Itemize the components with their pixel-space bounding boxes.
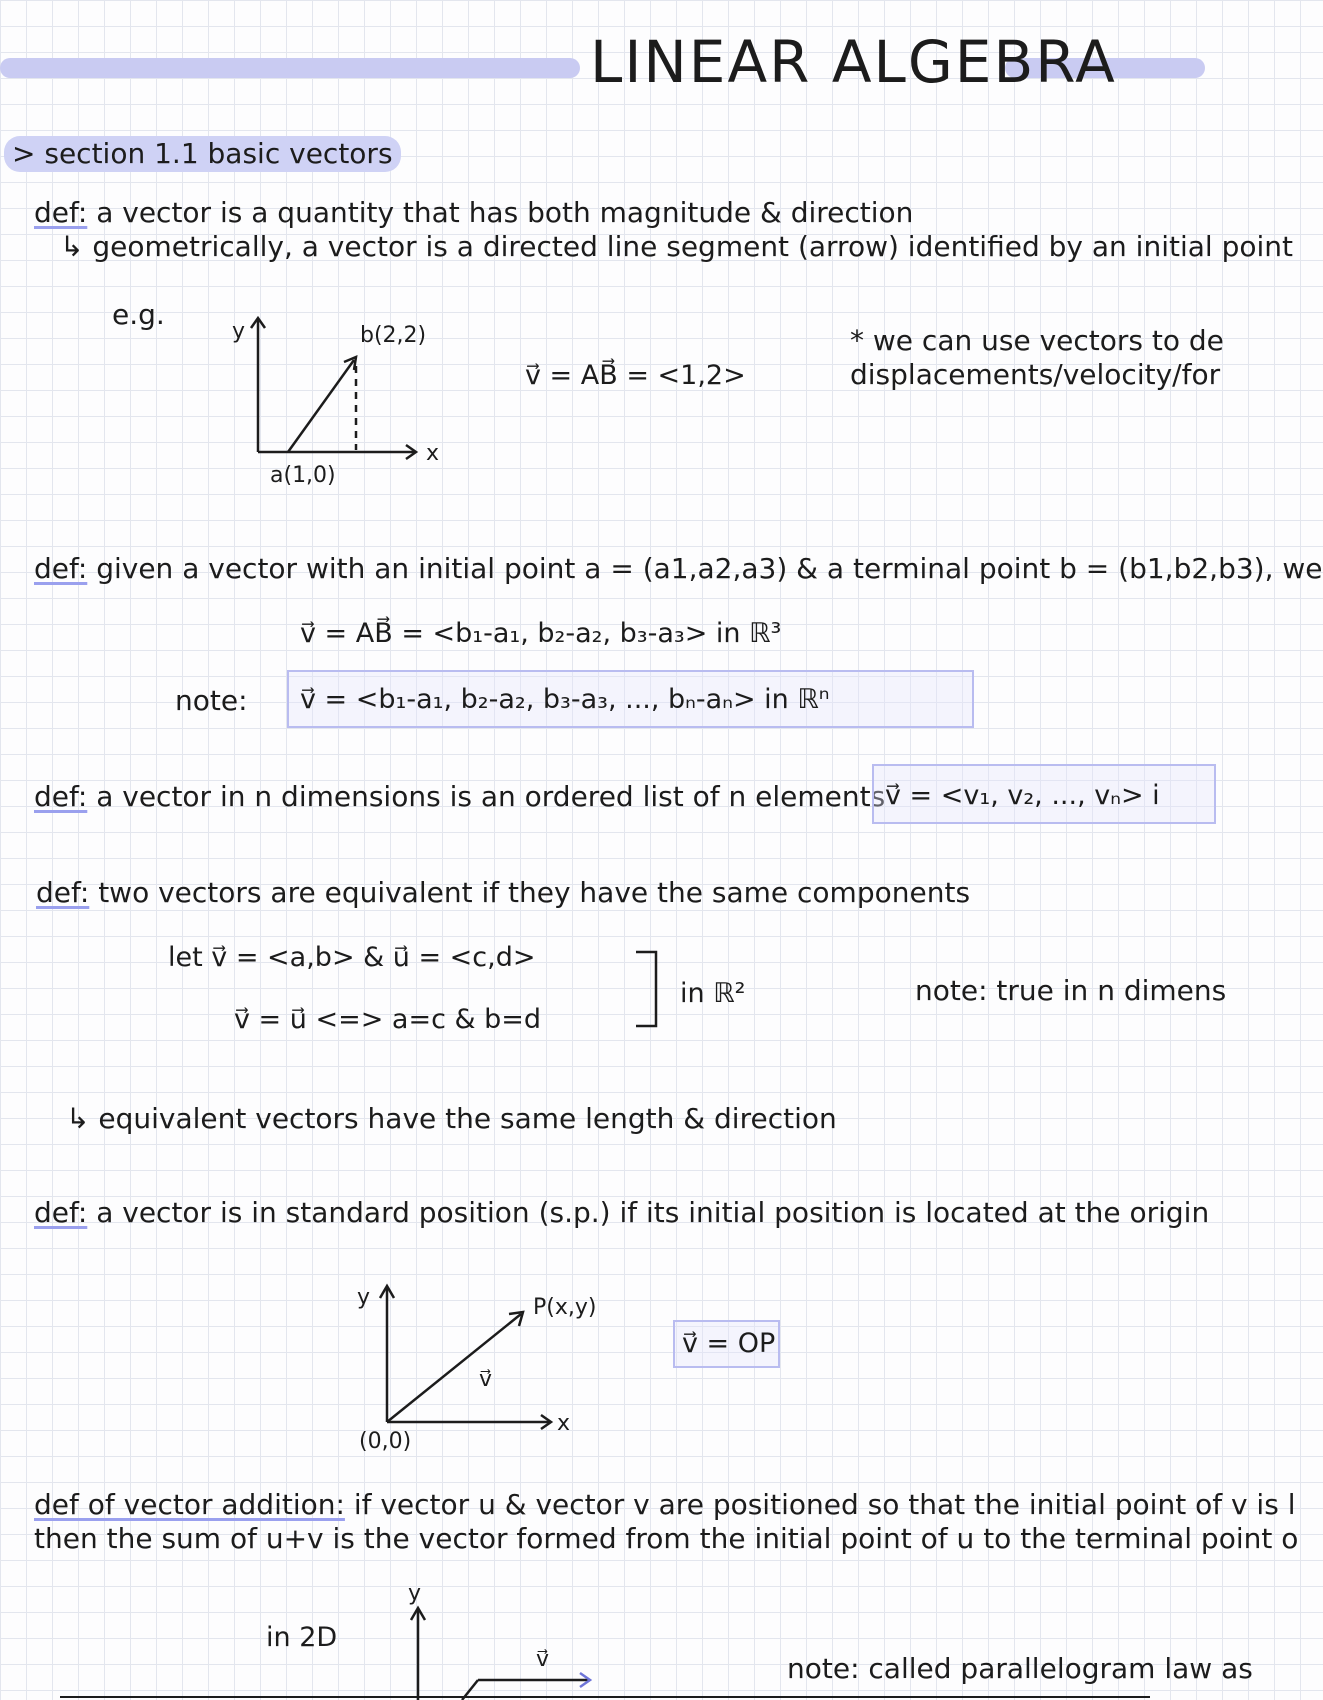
bottom-rule bbox=[60, 1696, 1150, 1698]
def1-prefix: def: bbox=[34, 196, 88, 229]
def3-prefix: def: bbox=[34, 780, 88, 813]
def4-prefix: def: bbox=[36, 876, 90, 909]
example1-note-line1: * we can use vectors to de bbox=[850, 324, 1224, 357]
example1-note-line2: displacements/velocity/for bbox=[850, 358, 1221, 391]
example-label: e.g. bbox=[112, 298, 165, 331]
def3-formula: v⃗ = <v₁, v₂, ..., vₙ> i bbox=[885, 780, 1160, 811]
title-highlight-left bbox=[0, 58, 580, 78]
def4-line bbox=[36, 876, 970, 909]
point-p-label: P(x,y) bbox=[533, 1295, 597, 1320]
def1-subnote: ↳ geometrically, a vector is a directed line segment (arrow) identified by an initial point bbox=[60, 230, 1293, 263]
sp-vector-label: v⃗ bbox=[479, 1367, 493, 1392]
def2-note-formula: v⃗ = <b₁-a₁, b₂-a₂, b₃-a₃, ..., bₙ-aₙ> in ℝⁿ bbox=[300, 684, 830, 715]
vector-addition-diagram bbox=[400, 1580, 630, 1700]
va-y-label: y bbox=[408, 1581, 422, 1606]
def4-note: note: true in n dimens bbox=[915, 974, 1227, 1007]
point-a-label: a(1,0) bbox=[270, 463, 336, 488]
page-title: LINEAR ALGEBRA bbox=[590, 28, 1117, 96]
def6-line2: then the sum of u+v is the vector formed from the initial point of u to the terminal point o bbox=[34, 1522, 1299, 1555]
example1-diagram bbox=[220, 310, 480, 500]
def6-text: if vector u & vector v are positioned so that the initial point of v is l bbox=[344, 1488, 1296, 1521]
def6-prefix: def of vector addition: bbox=[34, 1488, 345, 1521]
def3-text: a vector in n dimensions is an ordered list of n elements bbox=[87, 780, 886, 813]
def5-formula: v⃗ = OP bbox=[682, 1328, 776, 1359]
def6-line bbox=[34, 1488, 1295, 1521]
def6-note: note: called parallelogram law as bbox=[787, 1652, 1253, 1685]
point-b-label: b(2,2) bbox=[360, 323, 427, 348]
standard-position-diagram bbox=[355, 1280, 655, 1460]
def2-formula: v⃗ = AB⃗ = <b₁-a₁, b₂-a₂, b₃-a₃> in ℝ³ bbox=[300, 618, 782, 649]
def2-prefix: def: bbox=[34, 552, 88, 585]
def5-line bbox=[34, 1196, 1209, 1229]
def4-bracket bbox=[634, 950, 664, 1030]
def3-line bbox=[34, 780, 885, 813]
example1-y-label: y bbox=[232, 319, 246, 344]
def6-in2d: in 2D bbox=[266, 1622, 338, 1653]
def2-line bbox=[34, 552, 1323, 585]
def2-text: given a vector with an initial point a = (a1,a2,a3) & a terminal point b = (b1,b2,b3), we bbox=[87, 552, 1323, 585]
example1-formula: v⃗ = AB⃗ = <1,2> bbox=[525, 360, 746, 391]
def2-note-label: note: bbox=[175, 684, 248, 717]
sp-x-label: x bbox=[557, 1411, 571, 1436]
section-heading: > section 1.1 basic vectors bbox=[4, 136, 401, 172]
origin-label: (0,0) bbox=[359, 1429, 412, 1454]
sp-y-label: y bbox=[357, 1285, 371, 1310]
def1-text: a vector is a quantity that has both magnitude & direction bbox=[87, 196, 914, 229]
def4-line2: v⃗ = u⃗ <=> a=c & b=d bbox=[234, 1004, 542, 1035]
def5-text: a vector is in standard position (s.p.) if its initial position is located at the origin bbox=[87, 1196, 1210, 1229]
def4-line1: let v⃗ = <a,b> & u⃗ = <c,d> bbox=[168, 942, 536, 973]
example1-x-label: x bbox=[426, 441, 440, 466]
va-vector-label: v⃗ bbox=[536, 1647, 550, 1672]
def4-text: two vectors are equivalent if they have the same components bbox=[89, 876, 971, 909]
def4-subnote: ↳ equivalent vectors have the same length & direction bbox=[66, 1102, 837, 1135]
def5-prefix: def: bbox=[34, 1196, 88, 1229]
def4-space: in ℝ² bbox=[680, 978, 746, 1009]
def1-line bbox=[34, 196, 913, 229]
